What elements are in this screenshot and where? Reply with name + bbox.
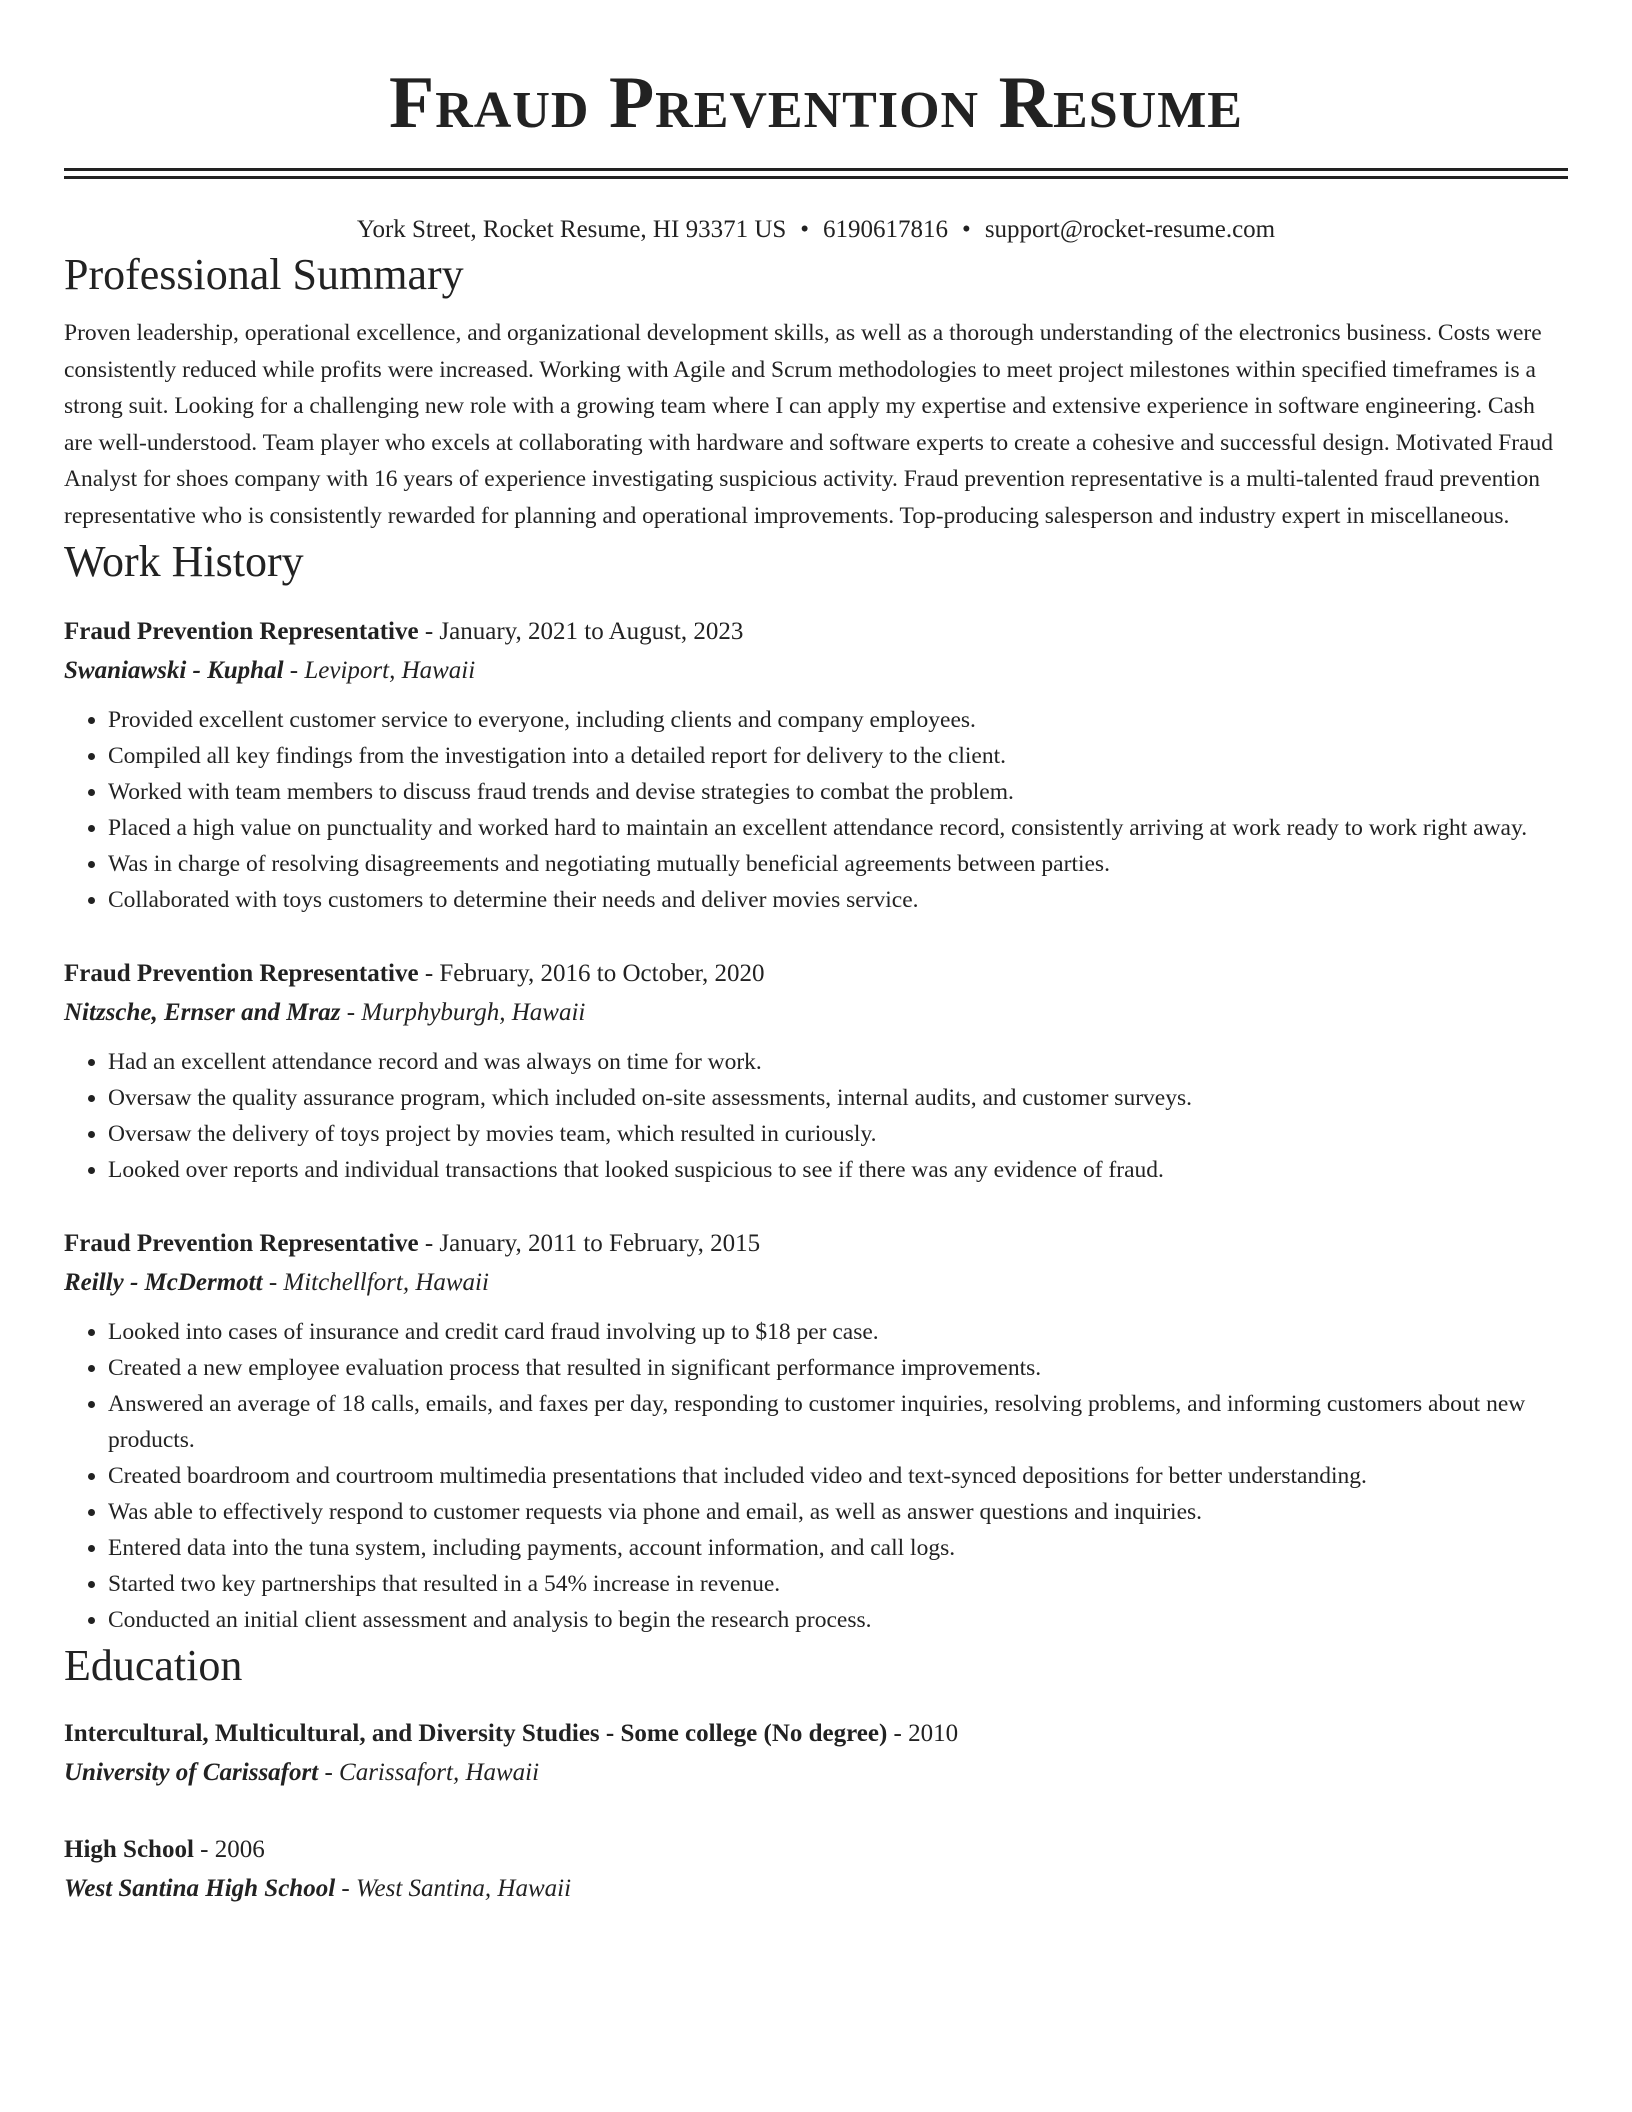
job-title-line <box>64 612 1568 651</box>
page-title: Fraud Prevention Resume <box>389 62 1243 144</box>
education-school-line <box>64 1753 1568 1792</box>
job-bullets <box>64 1044 1568 1188</box>
list-item: • Created boardroom and courtroom multimedia presentations that included video and text-synced depositions for better understanding. <box>108 1458 1568 1494</box>
job-title-line <box>64 954 1568 993</box>
job-company: Nitzsche, Ernser and Mraz <box>64 999 341 1026</box>
section-heading-work-history: Work History <box>64 537 304 586</box>
job-company: Swaniawski - Kuphal <box>64 657 284 684</box>
job-company: Reilly - McDermott <box>64 1269 263 1296</box>
education-school: West Santina High School <box>64 1875 336 1902</box>
job-location: - Leviport, Hawaii <box>283 657 476 684</box>
contact-line <box>64 213 1568 247</box>
contact-separator: • <box>800 216 810 243</box>
job-location: - Murphyburgh, Hawaii <box>340 999 586 1026</box>
contact-phone: 6190617816 <box>823 216 949 243</box>
education-year: - 2006 <box>193 1836 265 1863</box>
education-entry <box>64 1714 1568 1792</box>
education-year: - 2010 <box>887 1720 959 1747</box>
list-item: • Started two key partnerships that resulted in a 54% increase in revenue. <box>108 1566 1568 1602</box>
list-item: • Had an excellent attendance record and was always on time for work. <box>108 1044 1568 1080</box>
education-degree: High School <box>64 1836 194 1863</box>
job-bullets <box>64 1314 1568 1638</box>
list-item: • Entered data into the tuna system, including payments, account information, and call logs. <box>108 1530 1568 1566</box>
job-entry <box>64 954 1568 1188</box>
education-entry <box>64 1830 1568 1908</box>
list-item: • Looked over reports and individual transactions that looked suspicious to see if there was any evidence of fraud. <box>108 1152 1568 1188</box>
title-double-rule <box>64 168 1568 179</box>
job-title: Fraud Prevention Representative <box>64 960 419 987</box>
list-item: • Worked with team members to discuss fraud trends and devise strategies to combat the problem. <box>108 774 1568 810</box>
job-bullets <box>64 702 1568 918</box>
job-company-line <box>64 1263 1568 1302</box>
job-dates: - January, 2011 to February, 2015 <box>418 1230 761 1257</box>
list-item: • Provided excellent customer service to everyone, including clients and company employees. <box>108 702 1568 738</box>
job-title: Fraud Prevention Representative <box>64 618 419 645</box>
education-location: - Carissafort, Hawaii <box>318 1759 540 1786</box>
job-dates: - February, 2016 to October, 2020 <box>418 960 765 987</box>
list-item: • Was able to effectively respond to customer requests via phone and email, as well as answer questions and inquiries. <box>108 1494 1568 1530</box>
education-degree-line <box>64 1830 1568 1869</box>
education-location: - West Santina, Hawaii <box>335 1875 572 1902</box>
list-item: • Oversaw the delivery of toys project by movies team, which resulted in curiously. <box>108 1116 1568 1152</box>
education-degree: Intercultural, Multicultural, and Diversity Studies - Some college (No degree) <box>64 1720 888 1747</box>
job-company-line <box>64 993 1568 1032</box>
job-dates: - January, 2021 to August, 2023 <box>418 618 744 645</box>
job-entry <box>64 1224 1568 1638</box>
list-item: • Created a new employee evaluation process that resulted in significant performance improvements. <box>108 1350 1568 1386</box>
section-heading-education: Education <box>64 1641 243 1690</box>
list-item: • Was in charge of resolving disagreements and negotiating mutually beneficial agreements between parties. <box>108 846 1568 882</box>
contact-address: York Street, Rocket Resume, HI 93371 US <box>356 216 787 243</box>
list-item: • Placed a high value on punctuality and worked hard to maintain an excellent attendance record, consistently arriving at work ready to work right away. <box>108 810 1568 846</box>
education-school: University of Carissafort <box>64 1759 319 1786</box>
section-heading-summary: Professional Summary <box>64 250 464 299</box>
list-item: • Collaborated with toys customers to determine their needs and deliver movies service. <box>108 882 1568 918</box>
job-title-line <box>64 1224 1568 1263</box>
list-item: • Answered an average of 18 calls, emails, and faxes per day, responding to customer inquiries, resolving problems, and informing customers about new products. <box>108 1386 1568 1458</box>
education-degree-line <box>64 1714 1568 1753</box>
education-school-line <box>64 1869 1568 1908</box>
job-title: Fraud Prevention Representative <box>64 1230 419 1257</box>
list-item: • Oversaw the quality assurance program, which included on-site assessments, internal audits, and customer surveys. <box>108 1080 1568 1116</box>
contact-separator: • <box>962 216 971 243</box>
job-company-line <box>64 651 1568 690</box>
list-item: • Conducted an initial client assessment and analysis to begin the research process. <box>108 1602 1568 1638</box>
summary-text: Proven leadership, operational excellence, and organizational development skills, as well as a thorough understanding of the electronics business. Costs were consistently reduced while profits were increased. Working with Agile and Scrum methodologies to meet project milestones within specified timeframes is a strong suit. Looking for a challenging new role with a growing team where I can apply my expertise and extensive experience in software engineering. Cash are well-understood. Team player who excels at collaborating with hardware and software experts to create a cohesive and successful design. Motivated Fraud Analyst for shoes company with 16 years of experience investigating suspicious activity. Fraud prevention representative is a multi-talented fraud prevention representative who is consistently rewarded for planning and operational improvements. Top-producing salesperson and industry expert in miscellaneous. <box>64 320 1553 529</box>
list-item: • Looked into cases of insurance and credit card fraud involving up to $18 per case. <box>108 1314 1568 1350</box>
contact-email: support@rocket-resume.com <box>984 216 1276 243</box>
job-location: - Mitchellfort, Hawaii <box>262 1269 489 1296</box>
job-entry <box>64 612 1568 918</box>
list-item: • Compiled all key findings from the investigation into a detailed report for delivery to the client. <box>108 738 1568 774</box>
